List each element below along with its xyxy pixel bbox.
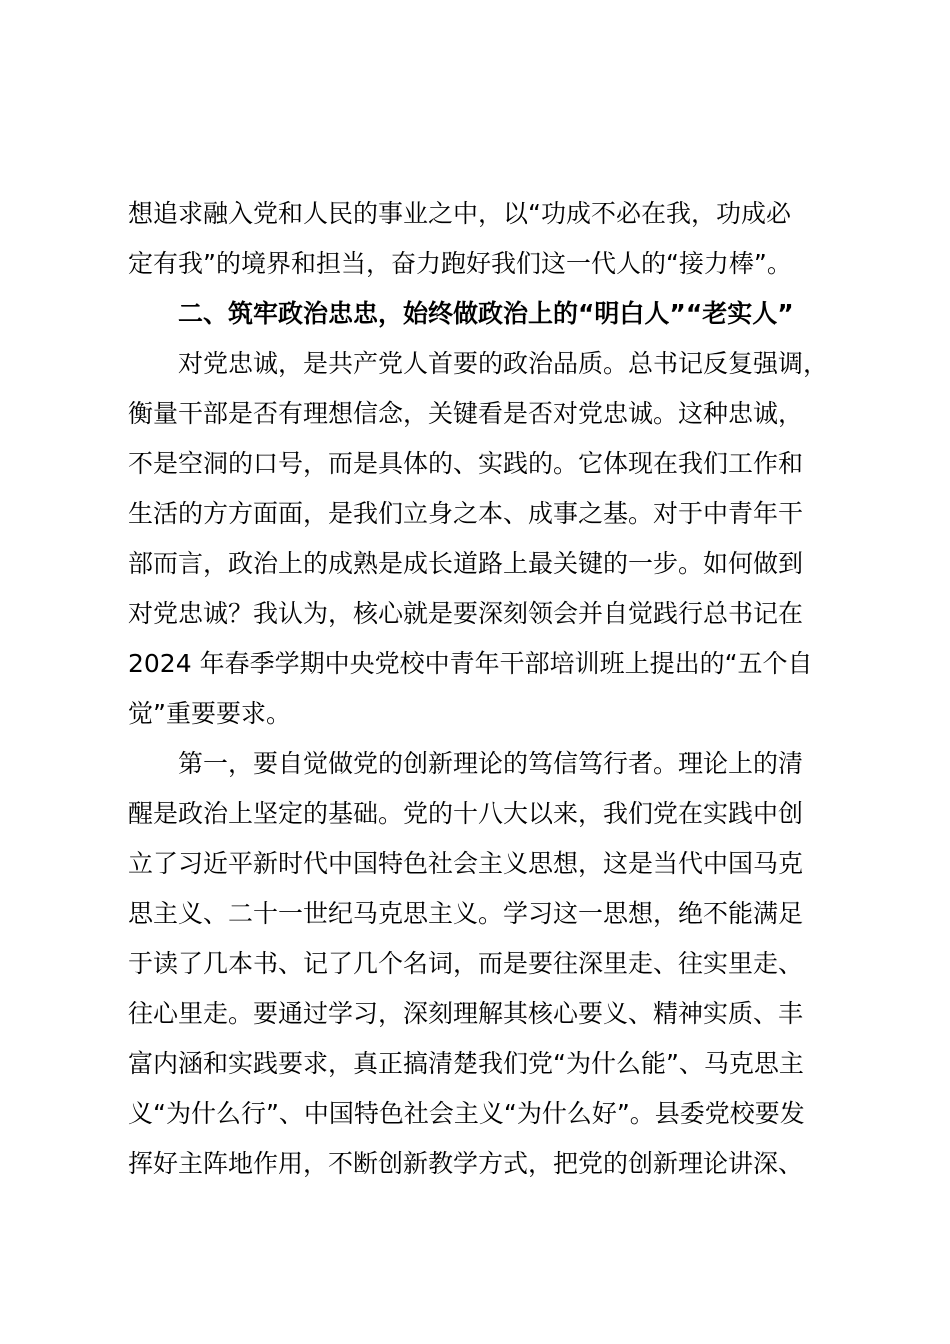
- text-line: 义“为什么行”、中国特色社会主义“为什么好”。县委党校要发: [128, 1099, 805, 1128]
- text-line: 衡量干部是否有理想信念，关键看是否对党忠诚。这种忠诚，: [128, 399, 804, 428]
- text-line: 2024 年春季学期中央党校中青年干部培训班上提出的“五个自: [128, 649, 813, 678]
- text-line: 往心里走。要通过学习，深刻理解其核心要义、精神实质、丰: [128, 999, 804, 1028]
- text-line: 醒是政治上坚定的基础。党的十八大以来，我们党在实践中创: [128, 799, 804, 828]
- text-line: 部而言，政治上的成熟是成长道路上最关键的一步。如何做到: [128, 549, 804, 578]
- text-line: 对党忠诚？我认为，核心就是要深刻领会并自觉践行总书记在: [128, 599, 804, 628]
- text-line: 挥好主阵地作用，不断创新教学方式，把党的创新理论讲深、: [128, 1149, 804, 1178]
- text-line: 于读了几本书、记了几个名词，而是要往深里走、往实里走、: [128, 949, 804, 978]
- text-line: 定有我”的境界和担当，奋力跑好我们这一代人的“接力棒”。: [128, 249, 792, 278]
- text-line: 思主义、二十一世纪马克思主义。学习这一思想，绝不能满足: [128, 899, 804, 928]
- text-line: 立了习近平新时代中国特色社会主义思想，这是当代中国马克: [128, 849, 804, 878]
- text-line: 富内涵和实践要求，真正搞清楚我们党“为什么能”、马克思主: [128, 1049, 804, 1078]
- text-line: 对党忠诚，是共产党人首要的政治品质。总书记反复强调，: [178, 349, 829, 378]
- text-line: 第一，要自觉做党的创新理论的笃信笃行者。理论上的清: [178, 749, 804, 778]
- text-line: 不是空洞的口号，而是具体的、实践的。它体现在我们工作和: [128, 449, 804, 478]
- text-line: 想追求融入党和人民的事业之中，以“功成不必在我，功成必: [128, 199, 791, 228]
- text-line: 觉”重要要求。: [128, 699, 291, 728]
- section-heading: 二、筑牢政治忠忠，始终做政治上的“明白人”“老实人”: [178, 299, 794, 328]
- text-line: 生活的方方面面，是我们立身之本、成事之基。对于中青年干: [128, 499, 804, 528]
